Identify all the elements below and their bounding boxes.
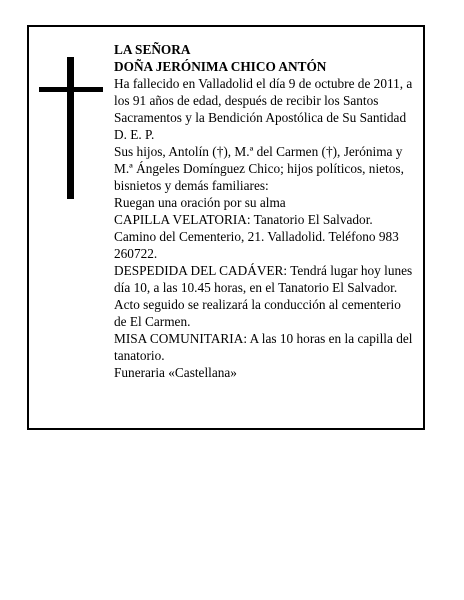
chapel-info: CAPILLA VELATORIA: Tanatorio El Salvador. Camino del Cementerio, 21. Valladolid. Teléfono 983 260722. xyxy=(114,212,399,261)
funeral-home: Funeraria «Castellana» xyxy=(114,365,237,380)
farewell-info: DESPEDIDA DEL CADÁVER: Tendrá lugar hoy lunes día 10, a las 10.45 horas, en el Tanatorio El Salvador. Acto seguido se realizará la conducción al cementerio de El Carmen. xyxy=(114,263,413,329)
deceased-name: DOÑA JERÓNIMA CHICO ANTÓN xyxy=(114,59,327,74)
family-list: Sus hijos, Antolín (†), M.ª del Carmen (†), Jerónima y M.ª Ángeles Domínguez Chico; hijos políticos, nietos, bisnietos y demás familiares: xyxy=(114,144,404,193)
cross-vertical-bar xyxy=(67,57,74,199)
cross-horizontal-bar xyxy=(39,87,103,92)
notice-text xyxy=(114,41,414,381)
prayer-request: Ruegan una oración por su alma xyxy=(114,195,286,210)
obituary-notice xyxy=(27,25,425,430)
mass-info: MISA COMUNITARIA: A las 10 horas en la capilla del tanatorio. xyxy=(114,331,413,363)
honorific: LA SEÑORA xyxy=(114,42,191,57)
latin-cross-icon xyxy=(39,57,103,199)
death-announcement: Ha fallecido en Valladolid el día 9 de octubre de 2011, a los 91 años de edad, después de recibir los Santos Sacramentos y la Bendición Apostólica de Su Santidad D. E. P. xyxy=(114,76,413,142)
